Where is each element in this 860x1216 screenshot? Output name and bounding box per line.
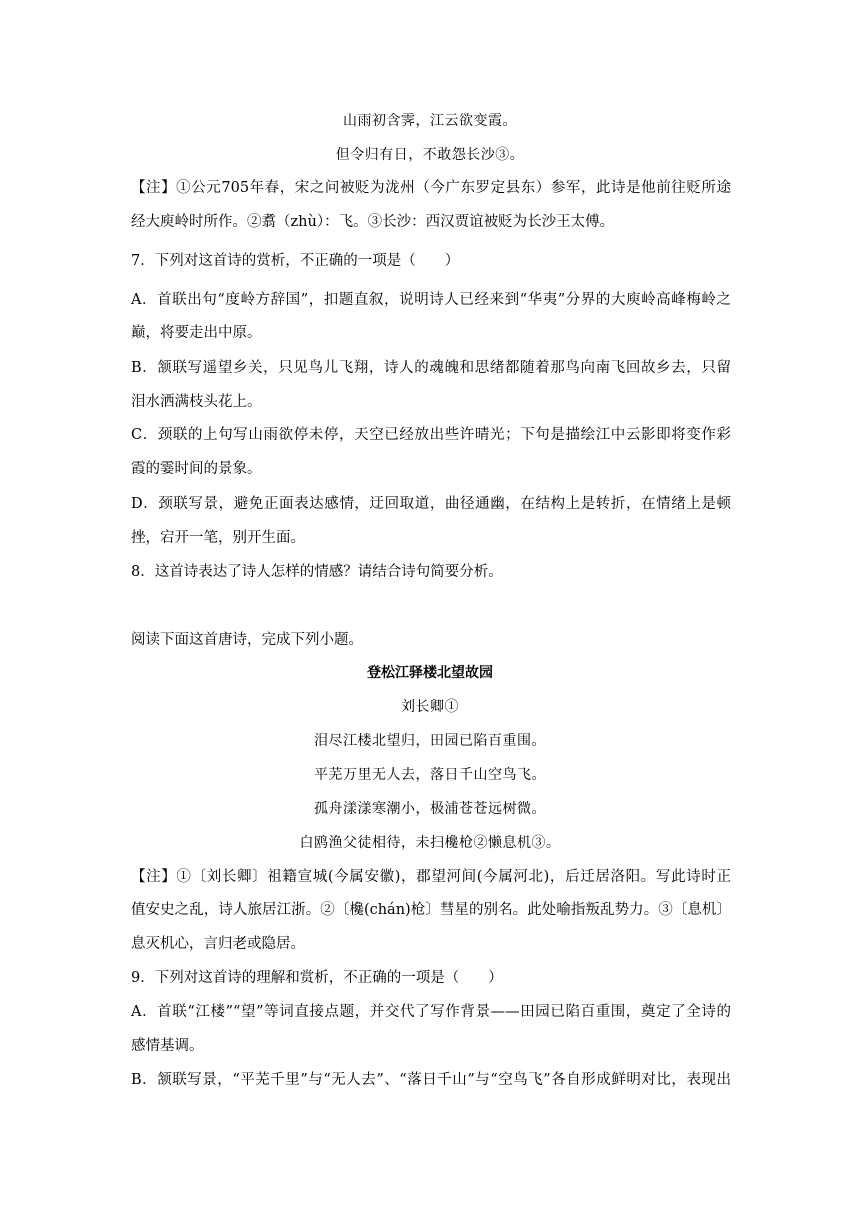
q9-option-a-line1: A．首联“江楼”“望”等词直接点题，并交代了写作背景——田园已陷百重围，奠定了全诗的 [131, 1004, 731, 1020]
poem2-line2: 平芜万里无人去，落日千山空鸟飞。 [314, 767, 546, 783]
q7-option-a-line2: 巅，将要走出中原。 [131, 325, 262, 341]
q9-stem: 9．下列对这首诗的理解和赏析，不正确的一项是（ ） [131, 970, 503, 986]
note2-line3: 息灭机心，言归老或隐居。 [131, 936, 305, 952]
poem2-line1: 泪尽江楼北望归，田园已陷百重围。 [314, 733, 546, 749]
poem1-line4: 但令归有日，不敢怨长沙③。 [335, 147, 525, 163]
note1-line1: 【注】①公元705年春，宋之问被贬为泷州（今广东罗定县东）参军，此诗是他前往贬所途 [131, 180, 731, 196]
reading-intro: 阅读下面这首唐诗，完成下列小题。 [131, 632, 363, 648]
note2-line1: 【注】①〔刘长卿〕祖籍宣城(今属安徽)，郡望河间(今属河北)，后迁居洛阳。写此诗时正 [131, 869, 731, 885]
q9-option-a-line2: 感情基调。 [131, 1038, 204, 1054]
poem2-author: 刘长卿① [401, 699, 459, 715]
q7-option-c-line2: 霞的霎时间的景象。 [131, 461, 262, 477]
poem2-line4: 白鸥渔父徒相待，未扫欃枪②懒息机③。 [299, 835, 561, 851]
q7-stem: 7．下列对这首诗的赏析，不正确的一项是（ ） [131, 253, 460, 269]
q7-option-c-line1: C．颈联的上句写山雨欲停未停，天空已经放出些许晴光；下句是描绘江中云影即将变作彩 [131, 427, 731, 443]
poem2-line3: 孤舟漾漾寒潮小，极浦苍苍远树微。 [314, 801, 546, 817]
note1-line2: 经大庾岭时所作。②翥（zhù）：飞。③长沙：西汉贾谊被贬为长沙王太傅。 [131, 214, 615, 230]
q8-stem: 8．这首诗表达了诗人怎样的情感？请结合诗句简要分析。 [131, 564, 503, 580]
note2-line2: 值安史之乱，诗人旅居江浙。②〔欃(chán)枪〕彗星的别名。此处喻指叛乱势力。③〔息机〕 [131, 902, 731, 918]
q7-option-b-line2: 泪水洒满枝头花上。 [131, 394, 262, 410]
poem1-line3: 山雨初含霁，江云欲变霞。 [343, 113, 517, 129]
q7-option-d-line1: D．颈联写景，避免正面表达感情，迂回取道，曲径通幽，在结构上是转折，在情绪上是顿 [131, 496, 731, 512]
q7-option-d-line2: 挫，宕开一笔，别开生面。 [131, 530, 305, 546]
q9-option-b-line1: B．颔联写景，“平芜千里”与“无人去”、“落日千山”与“空鸟飞”各自形成鲜明对比，表现出 [131, 1072, 731, 1088]
q7-option-b-line1: B．颔联写遥望乡关，只见鸟儿飞翔，诗人的魂魄和思绪都随着那鸟向南飞回故乡去，只留 [131, 360, 731, 376]
q7-option-a-line1: A．首联出句“度岭方辞国”，扣题直叙，说明诗人已经来到“华夷”分界的大庾岭高峰梅岭之 [131, 292, 731, 308]
poem2-title: 登松江驿楼北望故园 [367, 665, 493, 681]
